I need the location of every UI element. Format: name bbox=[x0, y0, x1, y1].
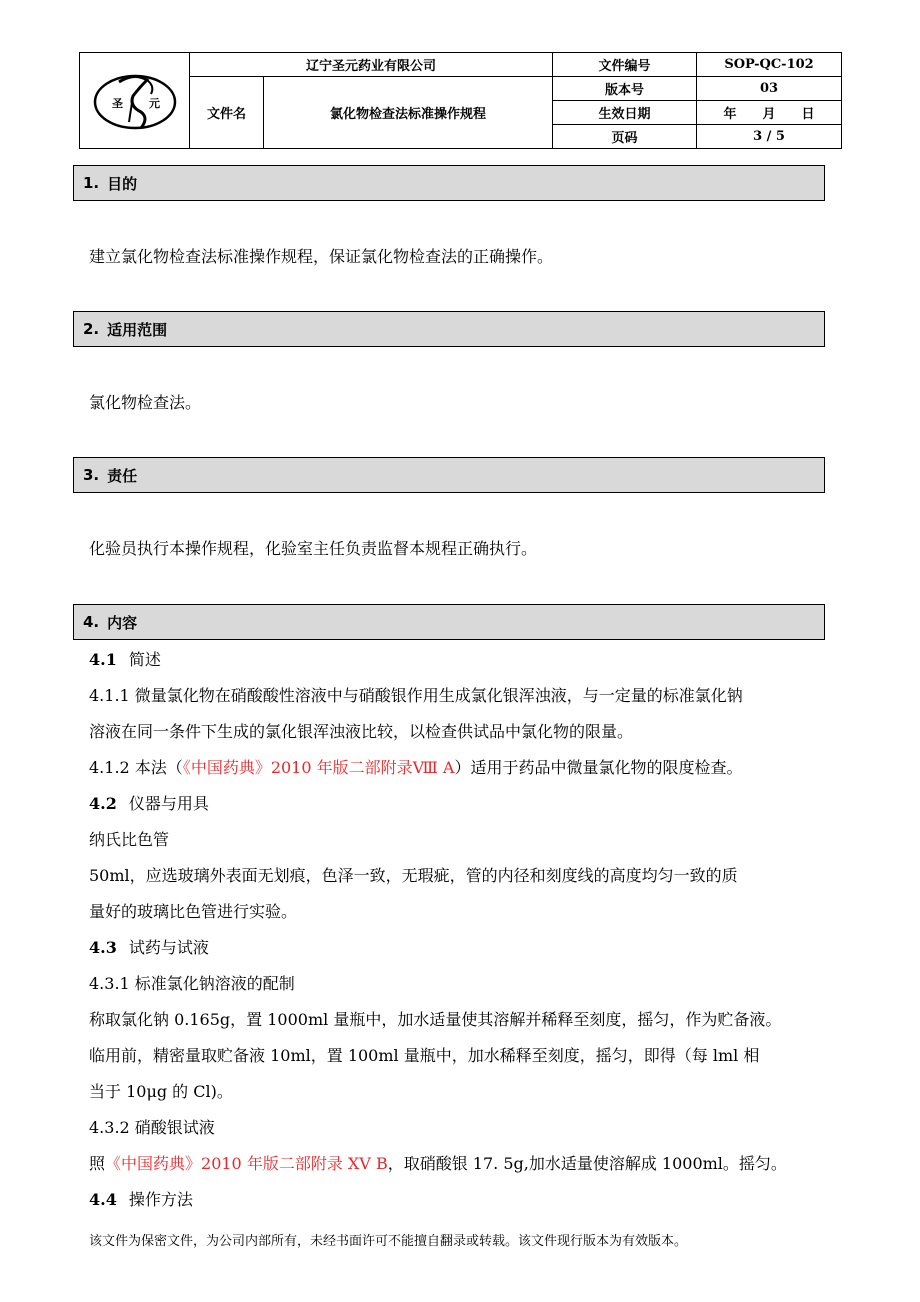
section-number: 4. bbox=[83, 613, 100, 631]
doc-name: 氯化物检查法标准操作规程 bbox=[264, 77, 553, 149]
field-label-effective-date: 生效日期 bbox=[553, 101, 697, 125]
pharmacopoeia-reference: 《中国药典》2010 年版二部附录 XV B bbox=[105, 1154, 388, 1173]
content-line-4-1-2 bbox=[89, 756, 839, 792]
field-label-version: 版本号 bbox=[553, 77, 697, 101]
text-fragment: ）适用于药品中微量氯化物的限度检查。 bbox=[454, 758, 743, 777]
company-logo-icon bbox=[89, 66, 181, 136]
content-line-4-3-2 bbox=[89, 1152, 839, 1188]
content-line: 4.3.1 标准氯化钠溶液的配制 bbox=[89, 974, 295, 993]
subsection-title: 仪器与用具 bbox=[128, 794, 209, 813]
text-fragment: 4.1.2 本法（ bbox=[89, 758, 183, 777]
field-value-doc-number: SOP-QC-102 bbox=[697, 53, 842, 77]
logo-text-left: 圣 bbox=[111, 96, 123, 110]
content-line: 称取氯化钠 0.165g，置 1000ml 量瓶中，加水适量使其溶解并稀释至刻度，摇匀，作为贮备液。 bbox=[89, 1010, 782, 1029]
purpose-text: 建立氯化物检查法标准操作规程，保证氯化物检查法的正确操作。 bbox=[89, 247, 554, 266]
subsection-title: 试药与试液 bbox=[128, 938, 209, 957]
field-value-effective-date: 年 月 日 bbox=[697, 101, 842, 125]
field-value-page: 3 / 5 bbox=[697, 125, 842, 149]
section-header-scope bbox=[73, 311, 825, 347]
company-name: 辽宁圣元药业有限公司 bbox=[190, 53, 553, 77]
text-fragment: ，取硝酸银 17. 5g,加水适量使溶解成 1000ml。摇匀。 bbox=[387, 1154, 787, 1173]
pharmacopoeia-reference: 《中国药典》2010 年版二部附录Ⅷ A bbox=[182, 758, 455, 777]
section-header-responsibility bbox=[73, 457, 825, 493]
subsection-heading-4-4 bbox=[89, 1188, 839, 1224]
responsibility-text: 化验员执行本操作规程，化验室主任负责监督本规程正确执行。 bbox=[89, 539, 538, 558]
content-line: 50ml，应选玻璃外表面无划痕，色泽一致，无瑕疵，管的内径和刻度线的高度均匀一致的质 bbox=[89, 866, 738, 885]
confidentiality-footer: 该文件为保密文件，为公司内部所有，未经书面许可不能擅自翻录或转载。该文件现行版本为有效版本。 bbox=[89, 1234, 688, 1249]
content-body bbox=[89, 648, 839, 1224]
text-fragment: 照 bbox=[89, 1154, 106, 1173]
content-line: 量好的玻璃比色管进行实验。 bbox=[89, 902, 298, 921]
company-logo bbox=[80, 53, 190, 149]
section-title: 适用范围 bbox=[107, 320, 168, 339]
subsection-number: 4.4 bbox=[89, 1190, 117, 1209]
subsection-heading-4-3 bbox=[89, 936, 839, 972]
section-number: 2. bbox=[83, 320, 100, 338]
doc-name-label: 文件名 bbox=[190, 77, 264, 149]
document-header-table bbox=[79, 52, 842, 149]
subsection-title: 操作方法 bbox=[128, 1190, 193, 1209]
section-title: 目的 bbox=[107, 174, 138, 193]
field-label-page: 页码 bbox=[553, 125, 697, 149]
section-header-content bbox=[73, 604, 825, 640]
subsection-heading-4-1 bbox=[89, 648, 839, 684]
section-number: 3. bbox=[83, 466, 100, 484]
content-line: 临用前，精密量取贮备液 10ml，置 100ml 量瓶中，加水稀释至刻度，摇匀，即得（每 lml 相 bbox=[89, 1046, 760, 1065]
subsection-heading-4-2 bbox=[89, 792, 839, 828]
subsection-title: 简述 bbox=[128, 650, 161, 669]
content-line: 4.1.1 微量氯化物在硝酸酸性溶液中与硝酸银作用生成氯化银浑浊液，与一定量的标准氯化钠 bbox=[89, 686, 743, 705]
logo-text-right: 元 bbox=[148, 96, 160, 110]
content-line: 溶液在同一条件下生成的氯化银浑浊液比较，以检查供试品中氯化物的限量。 bbox=[89, 722, 634, 741]
field-value-version: 03 bbox=[697, 77, 842, 101]
field-label-doc-number: 文件编号 bbox=[553, 53, 697, 77]
section-number: 1. bbox=[83, 174, 100, 192]
scope-text: 氯化物检查法。 bbox=[89, 393, 202, 412]
subsection-number: 4.2 bbox=[89, 794, 117, 813]
section-title: 责任 bbox=[107, 466, 138, 485]
section-header-purpose bbox=[73, 165, 825, 201]
subsection-number: 4.1 bbox=[89, 650, 117, 669]
content-line: 4.3.2 硝酸银试液 bbox=[89, 1118, 215, 1137]
section-title: 内容 bbox=[107, 613, 138, 632]
subsection-number: 4.3 bbox=[89, 938, 117, 957]
content-line: 当于 10μg 的 Cl)。 bbox=[89, 1082, 233, 1101]
content-line: 纳氏比色管 bbox=[89, 830, 170, 849]
